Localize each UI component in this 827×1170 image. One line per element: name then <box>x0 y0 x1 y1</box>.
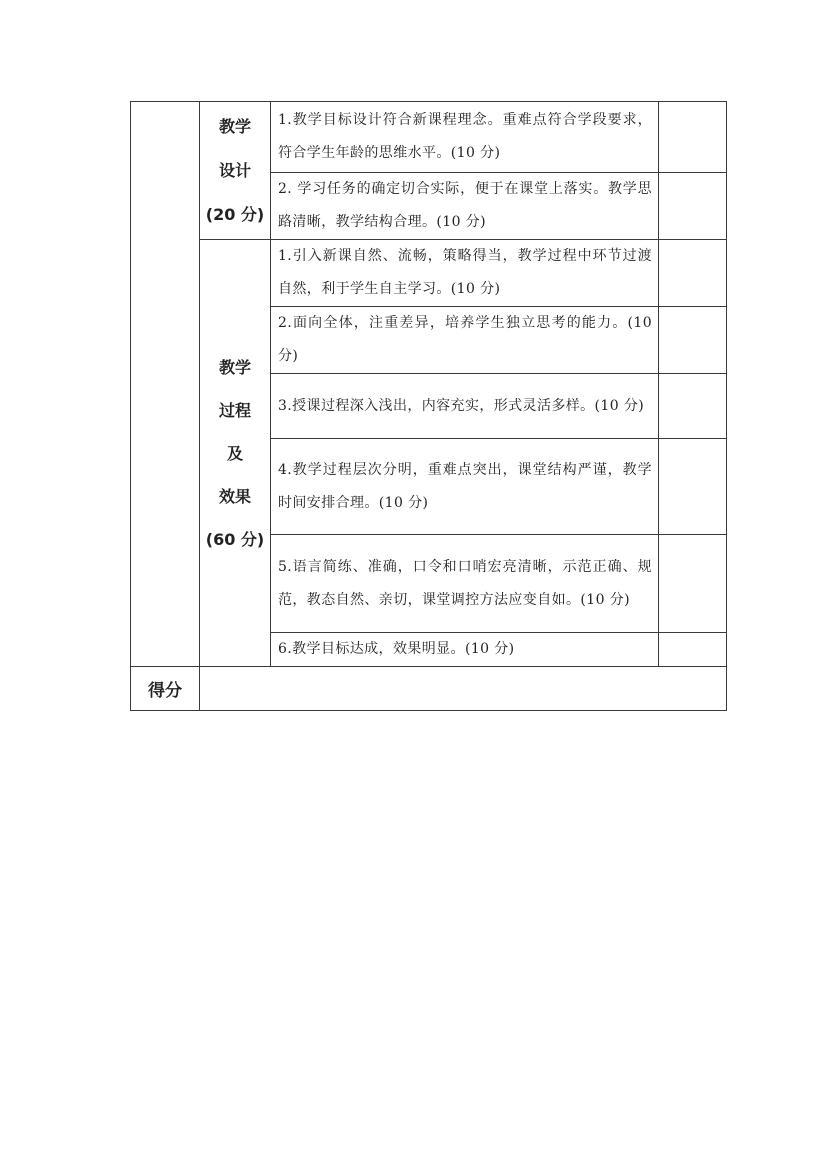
category-label-line: 教学 <box>218 116 251 136</box>
total-score-label: 得分 <box>131 667 200 711</box>
criterion-text: 4.教学过程层次分明，重难点突出，课堂结构严谨，教学时间安排合理。(10 分) <box>271 439 659 535</box>
criterion-text: 3.授课过程深入浅出，内容充实，形式灵活多样。(10 分) <box>271 374 659 439</box>
category-label-line: 及 <box>226 443 243 463</box>
criterion-text: 1.引入新课自然、流畅，策略得当，教学过程中环节过渡自然，利于学生自主学习。(10 分) <box>271 240 659 307</box>
score-input-cell[interactable] <box>659 173 727 240</box>
criterion-text: 2.面向全体，注重差异，培养学生独立思考的能力。(10 分) <box>271 307 659 374</box>
evaluation-rubric-table <box>130 101 727 711</box>
rubric-row <box>131 240 727 307</box>
category-label-line: 设计 <box>218 160 251 180</box>
category-label-line: 教学 <box>218 357 251 377</box>
score-input-cell[interactable] <box>659 307 727 374</box>
criterion-text: 1.教学目标设计符合新课程理念。重难点符合学段要求，符合学生年龄的思维水平。(10 分) <box>271 102 659 173</box>
rubric-row <box>131 102 727 173</box>
score-input-cell[interactable] <box>659 102 727 173</box>
score-input-cell[interactable] <box>659 439 727 535</box>
total-score-row <box>131 667 727 711</box>
category-score-line: (20 分) <box>205 204 265 224</box>
total-score-input-cell[interactable] <box>200 667 727 711</box>
category-label-line: 效果 <box>218 486 251 506</box>
score-input-cell[interactable] <box>659 240 727 307</box>
score-input-cell[interactable] <box>659 535 727 633</box>
criterion-text: 5.语言简练、准确，口令和口哨宏亮清晰，示范正确、规范，教态自然、亲切，课堂调控方法应变自如。(10 分) <box>271 535 659 633</box>
category-score-line: (60 分) <box>205 529 265 549</box>
criterion-text: 6.教学目标达成，效果明显。(10 分) <box>271 633 659 667</box>
category-teaching-design <box>200 102 271 240</box>
score-input-cell[interactable] <box>659 633 727 667</box>
score-input-cell[interactable] <box>659 374 727 439</box>
section-label-cell <box>131 102 200 667</box>
criterion-text: 2. 学习任务的确定切合实际，便于在课堂上落实。教学思路清晰，教学结构合理。(10 分) <box>271 173 659 240</box>
category-label-line: 过程 <box>218 400 251 420</box>
category-teaching-process <box>200 240 271 667</box>
